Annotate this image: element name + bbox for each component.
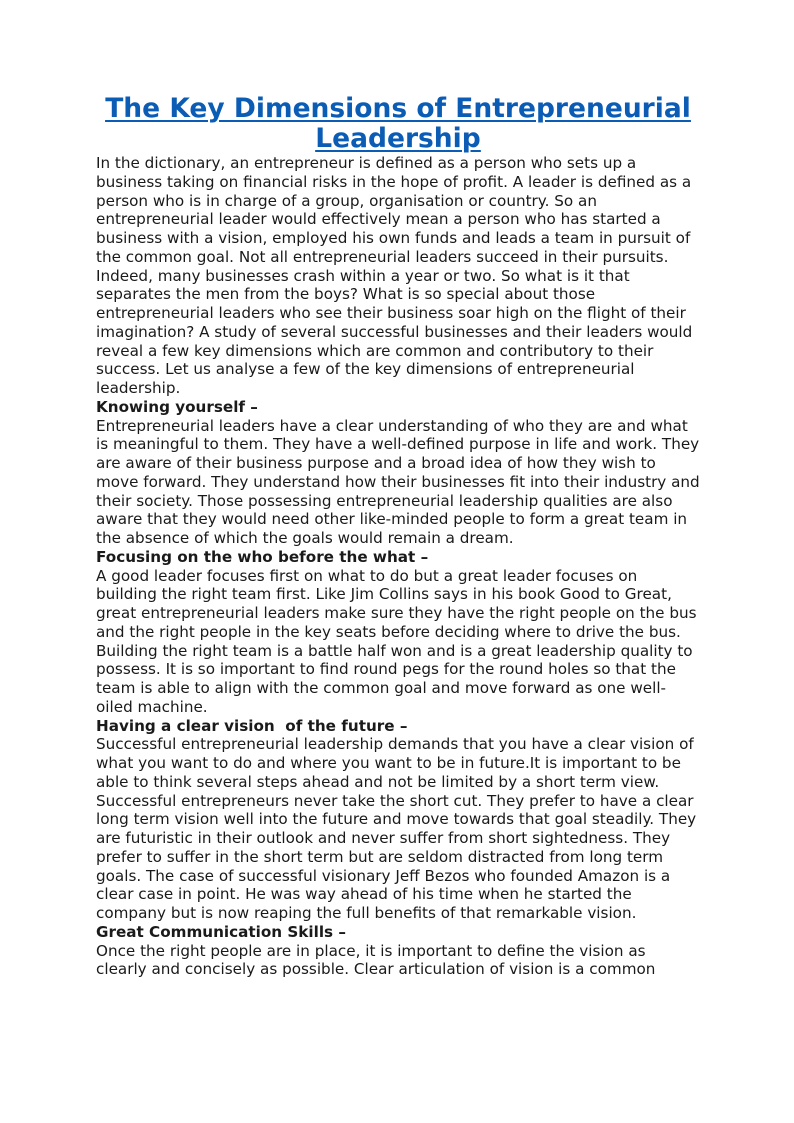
intro-paragraph: In the dictionary, an entrepreneur is defined as a person who sets up a business taking on financial risks in the hope of profit. A leader is defined as a person who is in charge of a group, organisation or country. So an entrepreneurial leader would effectively mean a person who has started a business with a vision, employed his own funds and leads a team in pursuit of the common goal. Not all entrepreneurial leaders succeed in their pursuits. Indeed, many businesses crash within a year or two. So what is it that separates the men from the boys? What is so special about those entrepreneurial leaders who see their business soar high on the flight of their imagination? A study of several successful businesses and their leaders would reveal a few key dimensions which are common and contributory to their success. Let us analyse a few of the key dimensions of entrepreneurial leadership.: [96, 154, 693, 397]
section-heading-knowing-yourself: Knowing yourself –: [96, 397, 258, 416]
section-heading-communication-skills: Great Communication Skills –: [96, 922, 346, 941]
section-body-who-before-what: A good leader focuses first on what to do but a great leader focuses on building the right team first. Like Jim Collins says in his book Good to Great, great entrepreneurial leaders make sure they have the right people on the bus and the right people in the key seats before deciding where to drive the bus. Building the right team is a battle half won and is a great leadership quality to possess. It is so important to find round pegs for the round holes so that the team is able to align with the common goal and move forward as one well-oiled machine.: [96, 566, 697, 716]
section-body-clear-vision: Successful entrepreneurial leadership demands that you have a clear vision of what you want to do and where you want to be in future.It is important to be able to think several steps ahead and not be limited by a short term view. Successful entrepreneurs never take the short cut. They prefer to have a clear long term vision well into the future and move towards that goal steadily. They are futuristic in their outlook and never suffer from short sightedness. They prefer to suffer in the short term but are seldom distracted from long term goals. The case of successful visionary Jeff Bezos who founded Amazon is a clear case in point. He was way ahead of his time when he started the company but is now reaping the full benefits of that remarkable vision.: [96, 735, 697, 922]
section-heading-who-before-what: Focusing on the who before the what –: [96, 547, 429, 566]
section-heading-clear-vision: Having a clear vision of the future –: [96, 716, 408, 735]
section-body-communication-skills: Once the right people are in place, it is important to define the vision as clearly and concisely as possible. Clear articulation of vision is a common: [96, 941, 656, 979]
document-title[interactable]: [96, 94, 700, 154]
section-body-knowing-yourself: Entrepreneurial leaders have a clear understanding of who they are and what is meaningful to them. They have a well-defined purpose in life and work. They are aware of their business purpose and a broad idea of how they wish to move forward. They understand how their businesses fit into their industry and their society. Those possessing entrepreneurial leadership qualities are also aware that they would need other like-minded people to form a great team in the absence of which the goals would remain a dream.: [96, 416, 700, 547]
document-page: [96, 94, 700, 979]
title-link[interactable]: The Key Dimensions of Entrepreneurial Leadership: [105, 93, 691, 154]
